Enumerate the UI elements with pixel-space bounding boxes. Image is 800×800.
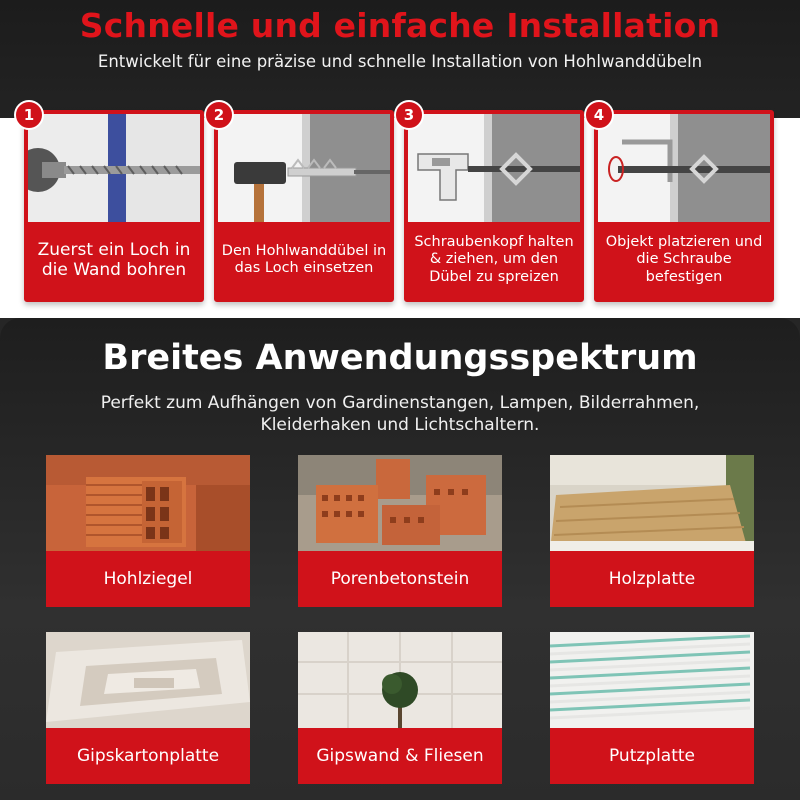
section-subtitle: Perfekt zum Aufhängen von Gardinenstangen, Lampen, Bilderrahmen, Kleiderhaken und Lichtschaltern. [100,393,700,436]
material-label: Gipswand & Fliesen [316,746,484,766]
hammer-illustration [218,114,390,222]
page-title: Schnelle und einfache Installation [79,6,721,45]
section-title: Breites Anwendungsspektrum [102,338,698,378]
plasterboard-stack-photo [550,632,754,728]
hollow-brick-photo [46,455,250,551]
material-label: Putzplatte [608,746,696,766]
step-number-badge: 4 [584,100,614,130]
wood-board-photo [550,455,754,551]
material-card-gipskartonplatte [46,632,250,784]
aerated-concrete-photo [298,455,502,551]
material-card-gipswand-fliesen [298,632,502,784]
step-text: Den Hohlwanddübel in das Loch einsetzen [221,242,387,276]
step-text: Zuerst ein Loch in die Wand bohren [37,239,191,280]
step-number-badge: 3 [394,100,424,130]
step-number-badge: 1 [14,100,44,130]
material-card-porenbetonstein [298,455,502,607]
step-text: Objekt platzieren und die Schraube befestigen [605,233,763,285]
setting-tool-illustration [408,114,580,222]
material-label: Hohlziegel [103,569,193,589]
step-number-badge: 2 [204,100,234,130]
material-label: Gipskartonplatte [76,746,220,766]
page-subtitle: Entwickelt für eine präzise und schnelle Installation von Hohlwanddübeln [97,52,703,71]
step-card-1 [23,106,204,302]
step-text: Schraubenkopf halten & ziehen, um den Dübel zu spreizen [414,233,574,285]
tiled-wall-photo [298,632,502,728]
material-card-holzplatte [550,455,754,607]
step-card-2 [213,106,394,302]
step-card-3 [403,106,584,302]
material-card-putzplatte [550,632,754,784]
step-card-4 [593,106,774,302]
material-label: Holzplatte [608,569,696,589]
drywall-ceiling-photo [46,632,250,728]
screw-fastening-illustration [598,114,770,222]
material-card-hohlziegel [46,455,250,607]
material-label: Porenbetonstein [330,569,470,589]
drill-illustration [28,114,200,222]
